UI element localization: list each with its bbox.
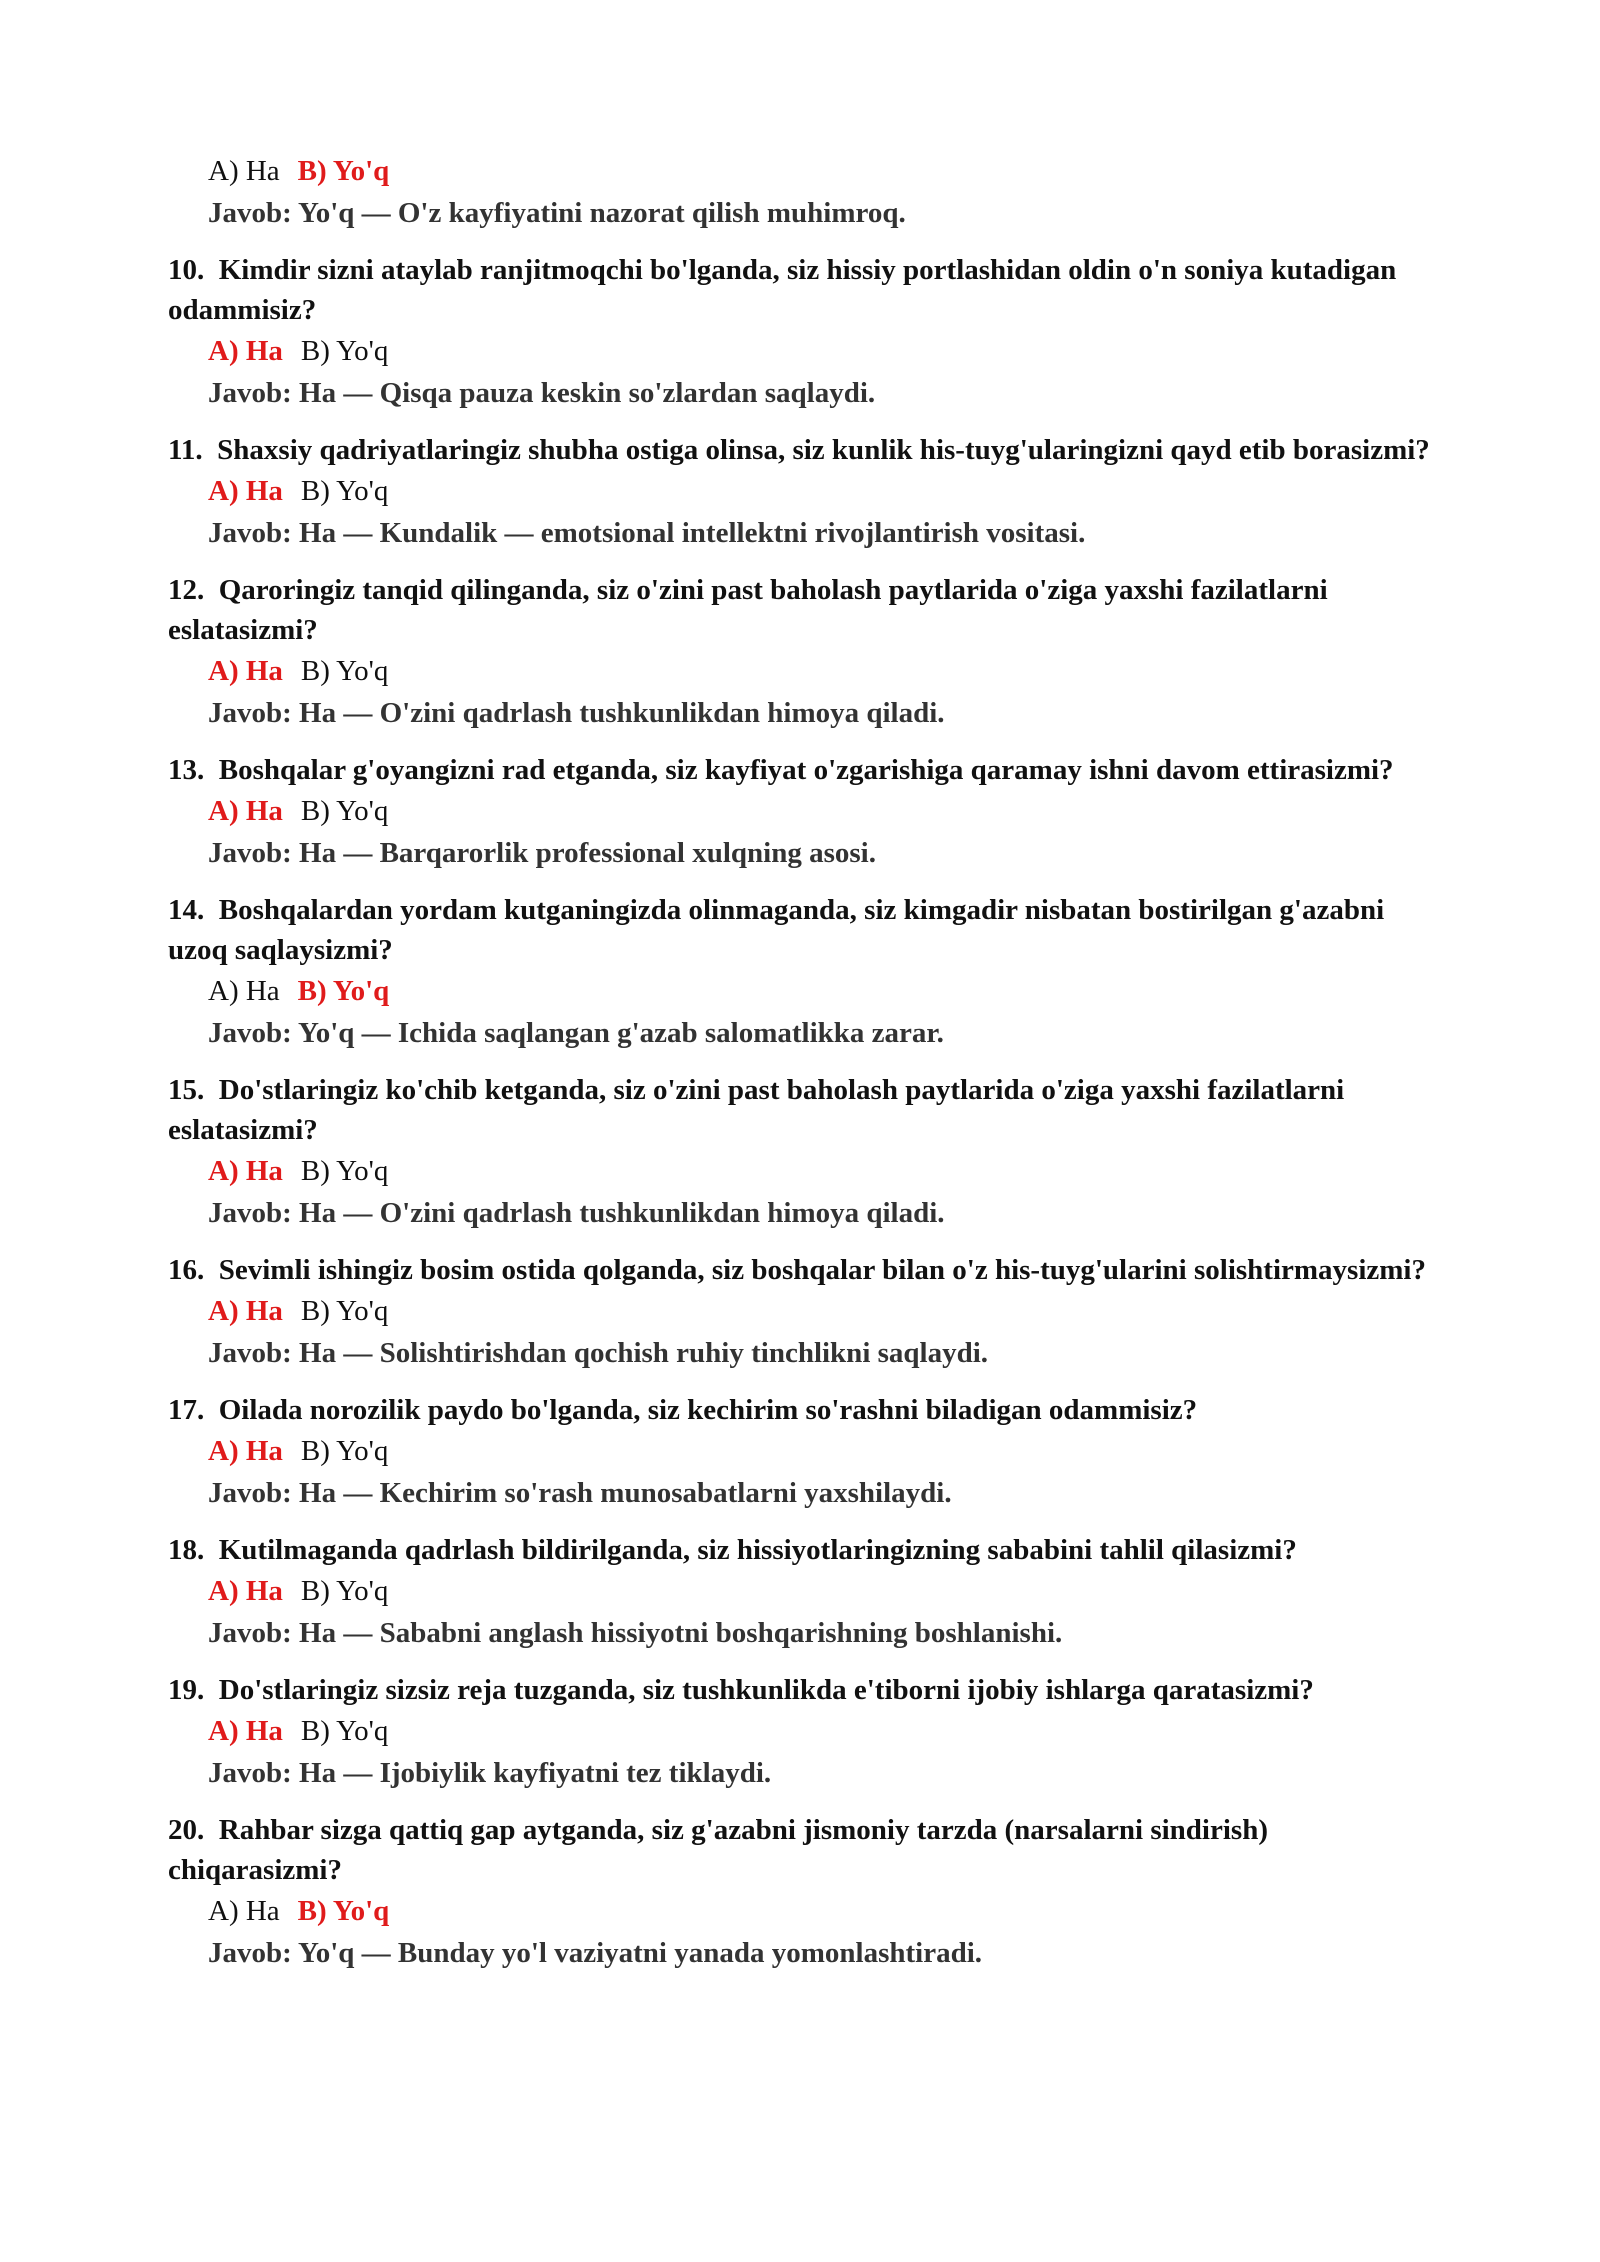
question-number: 10. <box>168 254 205 286</box>
option-b: B) Yo'q <box>300 1715 389 1747</box>
answer-explanation: Javob: Ha — O'zini qadrlash tushkunlikdan himoya qiladi. <box>208 697 945 729</box>
answer-explanation: Javob: Yo'q — Ichida saqlangan g'azab salomatlikka zarar. <box>208 1017 944 1049</box>
options-row <box>208 970 1438 1012</box>
option-b: B) Yo'q <box>300 335 389 367</box>
options-row <box>208 1570 1438 1612</box>
question-item <box>168 890 1438 1054</box>
question-body: Qaroringiz tanqid qilinganda, siz o'zini past baholash paytlarida o'ziga yaxshi fazilatlarni eslatasizmi? <box>168 574 1328 646</box>
option-b: B) Yo'q <box>297 1895 390 1927</box>
option-a: A) Ha <box>208 475 283 507</box>
question-number: 19. <box>168 1674 205 1706</box>
option-a: A) Ha <box>208 155 280 187</box>
question-number: 16. <box>168 1254 205 1286</box>
question-item <box>168 1070 1438 1234</box>
options-row <box>208 470 1438 512</box>
question-text <box>168 570 1438 650</box>
options-row <box>208 790 1438 832</box>
question-body: Oilada norozilik paydo bo'lganda, siz kechirim so'rashni biladigan odammisiz? <box>218 1394 1198 1426</box>
question-text <box>168 1670 1438 1710</box>
option-b: B) Yo'q <box>300 475 389 507</box>
answer-explanation: Javob: Yo'q — Bunday yo'l vaziyatni yanada yomonlashtiradi. <box>208 1937 983 1969</box>
question-item <box>168 1390 1438 1514</box>
answer-explanation: Javob: Ha — Kundalik — emotsional intellektni rivojlantirish vositasi. <box>208 517 1086 549</box>
options-row <box>208 1710 1438 1752</box>
question-text <box>168 430 1438 470</box>
option-a: A) Ha <box>208 795 283 827</box>
question-item <box>168 570 1438 734</box>
question-number: 14. <box>168 894 205 926</box>
answer-explanation: Javob: Ha — Qisqa pauza keskin so'zlardan saqlaydi. <box>208 377 876 409</box>
question-9-tail <box>168 150 1438 234</box>
answer-explanation: Javob: Ha — Ijobiylik kayfiyatni tez tiklaydi. <box>208 1757 772 1789</box>
question-body: Boshqalardan yordam kutganingizda olinmaganda, siz kimgadir nisbatan bostirilgan g'azabni uzoq saqlaysizmi? <box>168 894 1385 966</box>
answer-explanation: Javob: Ha — Kechirim so'rash munosabatlarni yaxshilaydi. <box>208 1477 952 1509</box>
option-a: A) Ha <box>208 1575 283 1607</box>
question-body: Boshqalar g'oyangizni rad etganda, siz kayfiyat o'zgarishiga qaramay ishni davom ettirasizmi? <box>218 754 1394 786</box>
options-row <box>208 1150 1438 1192</box>
options-row <box>208 1290 1438 1332</box>
question-number: 17. <box>168 1394 205 1426</box>
options-row <box>208 1430 1438 1472</box>
option-b: B) Yo'q <box>300 1295 389 1327</box>
option-b: B) Yo'q <box>300 795 389 827</box>
question-number: 11. <box>168 434 203 466</box>
question-text <box>168 1810 1438 1890</box>
question-item <box>168 1670 1438 1794</box>
question-item <box>168 250 1438 414</box>
option-b: B) Yo'q <box>300 1575 389 1607</box>
question-body: Sevimli ishingiz bosim ostida qolganda, siz boshqalar bilan o'z his-tuyg'ularini solishtirmaysizmi? <box>218 1254 1426 1286</box>
option-b: B) Yo'q <box>297 155 390 187</box>
question-item <box>168 1250 1438 1374</box>
option-b: B) Yo'q <box>300 1435 389 1467</box>
option-a: A) Ha <box>208 1715 283 1747</box>
question-item <box>168 1530 1438 1654</box>
option-b: B) Yo'q <box>297 975 390 1007</box>
question-item <box>168 430 1438 554</box>
question-number: 13. <box>168 754 205 786</box>
question-text <box>168 1530 1438 1570</box>
question-text <box>168 1390 1438 1430</box>
option-a: A) Ha <box>208 335 283 367</box>
answer-explanation: Javob: Yo'q — O'z kayfiyatini nazorat qilish muhimroq. <box>208 197 906 229</box>
question-item <box>168 750 1438 874</box>
question-body: Do'stlaringiz ko'chib ketganda, siz o'zini past baholash paytlarida o'ziga yaxshi fazilatlarni eslatasizmi? <box>168 1074 1345 1146</box>
option-a: A) Ha <box>208 655 283 687</box>
question-number: 15. <box>168 1074 205 1106</box>
option-a: A) Ha <box>208 1295 283 1327</box>
question-text <box>168 750 1438 790</box>
option-a: A) Ha <box>208 1435 283 1467</box>
question-item <box>168 1810 1438 1974</box>
quiz-content <box>168 150 1438 1974</box>
options-row <box>208 650 1438 692</box>
question-text <box>168 1070 1438 1150</box>
option-b: B) Yo'q <box>300 655 389 687</box>
option-a: A) Ha <box>208 1895 280 1927</box>
question-body: Shaxsiy qadriyatlaringiz shubha ostiga olinsa, siz kunlik his-tuyg'ularingizni qayd etib borasizmi? <box>217 434 1430 466</box>
answer-explanation: Javob: Ha — Sababni anglash hissiyotni boshqarishning boshlanishi. <box>208 1617 1063 1649</box>
answer-explanation: Javob: Ha — O'zini qadrlash tushkunlikdan himoya qiladi. <box>208 1197 945 1229</box>
option-a: A) Ha <box>208 1155 283 1187</box>
question-body: Rahbar sizga qattiq gap aytganda, siz g'azabni jismoniy tarzda (narsalarni sindirish) chiqarasizmi? <box>168 1814 1268 1886</box>
question-number: 18. <box>168 1534 205 1566</box>
options-row <box>208 150 1438 192</box>
options-row <box>208 1890 1438 1932</box>
question-list <box>168 250 1438 1974</box>
options-row <box>208 330 1438 372</box>
question-text <box>168 1250 1438 1290</box>
option-a: A) Ha <box>208 975 280 1007</box>
question-text <box>168 890 1438 970</box>
answer-explanation: Javob: Ha — Solishtirishdan qochish ruhiy tinchlikni saqlaydi. <box>208 1337 989 1369</box>
question-number: 20. <box>168 1814 205 1846</box>
question-body: Kutilmaganda qadrlash bildirilganda, siz hissiyotlaringizning sababini tahlil qilasizmi? <box>218 1534 1297 1566</box>
question-text <box>168 250 1438 330</box>
answer-explanation: Javob: Ha — Barqarorlik professional xulqning asosi. <box>208 837 876 869</box>
question-body: Kimdir sizni ataylab ranjitmoqchi bo'lganda, siz hissiy portlashidan oldin o'n soniya kutadigan odammisiz? <box>168 254 1397 326</box>
question-number: 12. <box>168 574 205 606</box>
question-body: Do'stlaringiz sizsiz reja tuzganda, siz tushkunlikda e'tiborni ijobiy ishlarga qaratasizmi? <box>218 1674 1314 1706</box>
option-b: B) Yo'q <box>300 1155 389 1187</box>
